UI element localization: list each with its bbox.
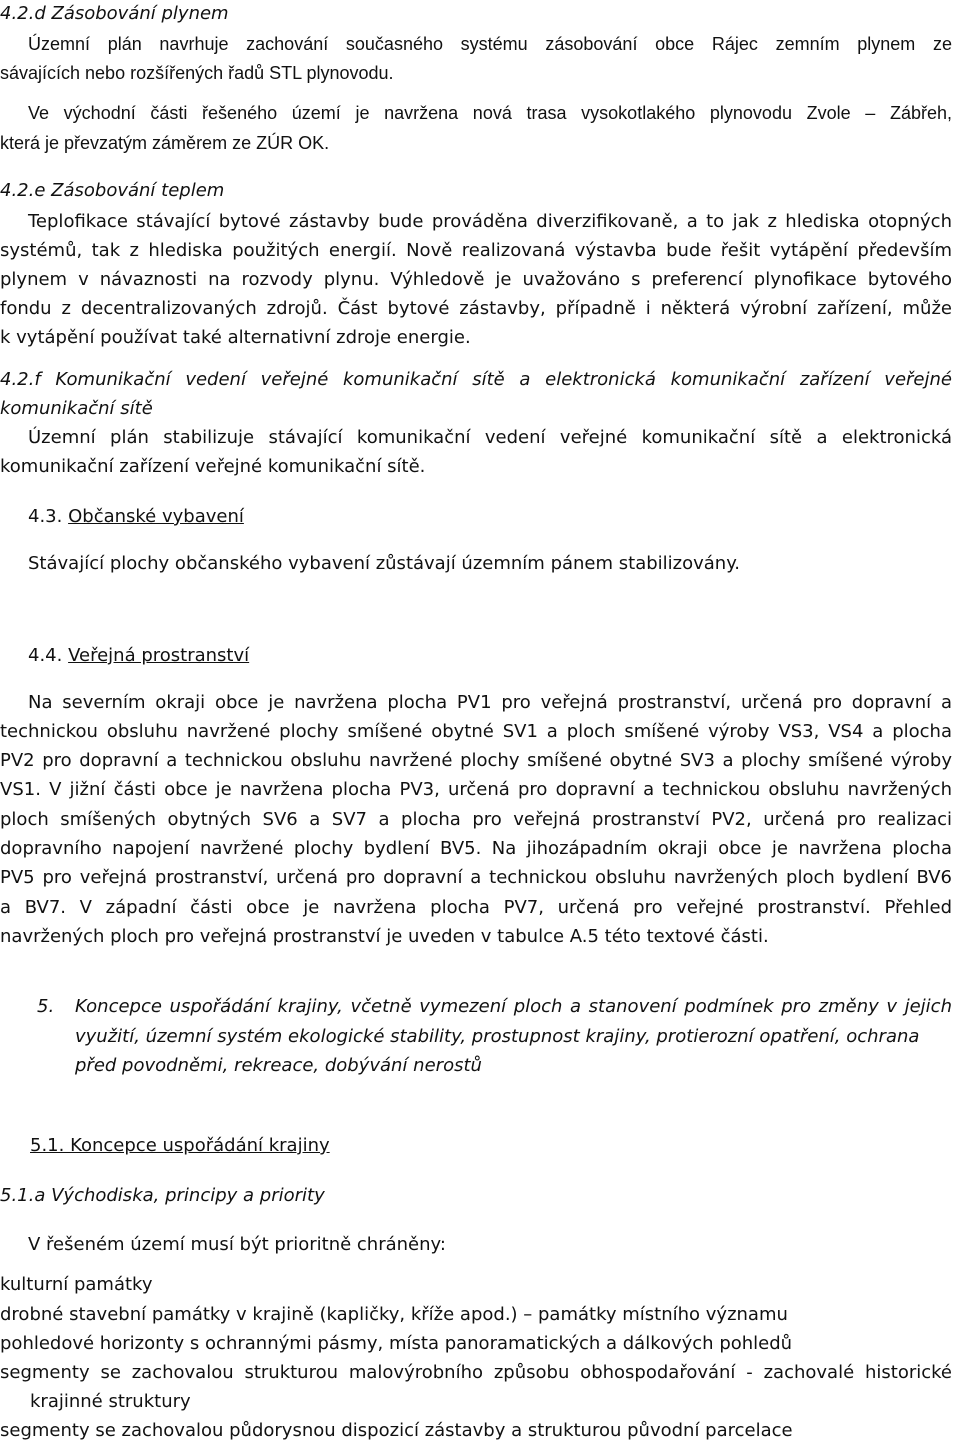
paragraph-line: Teplofikace stávající bytové zástavby bude prováděna diverzifikovaně, a to jak z hlediska otopných <box>28 211 952 232</box>
chapter-number: 5. <box>37 996 55 1017</box>
paragraph-line: PV2 pro dopravní a technickou obsluhu navržené plochy smíšené obytné SV3 a plochy smíšené výroby <box>0 750 952 771</box>
paragraph-line: Územní plán navrhuje zachování současného systému zásobování obce Rájec zemním plynem ze <box>28 34 952 54</box>
section-number: 4.3. <box>28 506 63 527</box>
paragraph-line: systémů, tak z hlediska použitých energií. Nově realizovaná výstavba bude řešit vytápění především <box>0 240 952 261</box>
paragraph-line: která je převzatým záměrem ze ZÚR OK. <box>0 133 330 153</box>
section-title: Veřejná prostranství <box>68 645 250 666</box>
list-item: segmenty se zachovalou půdorysnou dispozicí zástavby a strukturou původní parcelace <box>0 1420 793 1441</box>
section-heading-4-4 <box>28 644 249 668</box>
section-heading-4-2-e: 4.2.e Zásobování teplem <box>0 180 225 201</box>
paragraph-line: Územní plán stabilizuje stávající komunikační vedení veřejné komunikační sítě a elektronická <box>28 427 952 448</box>
section-heading-5-1: 5.1. Koncepce uspořádání krajiny <box>30 1135 330 1156</box>
chapter-title-cont: před povodněmi, rekreace, dobývání nerostů <box>75 1055 482 1076</box>
section-heading-4-2-d: 4.2.d Zásobování plynem <box>0 3 229 24</box>
paragraph-line: k vytápění používat také alternativní zdroje energie. <box>0 327 471 348</box>
paragraph-line: plynem v návaznosti na rozvody plynu. Výhledově je uvažováno s preferencí plynofikace bytového <box>0 269 952 290</box>
paragraph-line: komunikační zařízení veřejné komunikační sítě. <box>0 456 426 477</box>
paragraph-line: Na severním okraji obce je navržena plocha PV1 pro veřejná prostranství, určená pro dopravní a <box>28 692 952 713</box>
paragraph-line: navržených ploch pro veřejná prostranství je uveden v tabulce A.5 této textové části. <box>0 926 769 947</box>
paragraph-line: a BV7. V západní části obce je navržena plocha PV7, určená pro veřejné prostranství. Přehled <box>0 897 952 918</box>
paragraph-line: ploch smíšených obytných SV6 a SV7 a plocha pro veřejná prostranství PV2, určená pro realizaci <box>0 809 952 830</box>
paragraph-line: VS1. V jižní části obce je navržena plocha PV3, určená pro dopravní a technickou obsluhu navržených <box>0 779 952 800</box>
paragraph-line: dopravního napojení navržené plochy bydlení BV5. Na jihozápadním okraji obce je navržena plocha <box>0 838 952 859</box>
list-item-cont: krajinné struktury <box>30 1391 191 1412</box>
section-heading-4-2-f-cont: komunikační sítě <box>0 398 153 419</box>
section-number: 4.4. <box>28 645 63 666</box>
paragraph-line: V řešeném území musí být prioritně chráněny: <box>28 1234 446 1255</box>
paragraph-line: Stávající plochy občanského vybavení zůstávají územním pánem stabilizovány. <box>28 553 741 574</box>
subsection-heading-5-1-a: 5.1.a Východiska, principy a priority <box>0 1185 325 1206</box>
paragraph-line: PV5 pro veřejná prostranství, určená pro dopravní a technickou obsluhu navržených ploch bydlení BV6 <box>0 867 952 888</box>
chapter-title-cont: využití, územní systém ekologické stability, prostupnost krajiny, protierozní opatření, ochrana <box>75 1026 920 1047</box>
list-item: kulturní památky <box>0 1274 153 1295</box>
paragraph-line: Ve východní části řešeného území je navržena nová trasa vysokotlakého plynovodu Zvole – Zábřeh, <box>28 103 952 123</box>
paragraph-line: sávajících nebo rozšířených řadů STL plynovodu. <box>0 63 394 83</box>
section-title: Občanské vybavení <box>68 506 244 527</box>
section-heading-4-3 <box>28 505 244 529</box>
section-heading-4-2-f: 4.2.f Komunikační vedení veřejné komunikační sítě a elektronická komunikační zařízení veřejné <box>0 369 952 390</box>
list-item: drobné stavební památky v krajině (kapličky, kříže apod.) – památky místního významu <box>0 1304 788 1325</box>
list-item: pohledové horizonty s ochrannými pásmy, místa panoramatických a dálkových pohledů <box>0 1333 793 1354</box>
chapter-title: Koncepce uspořádání krajiny, včetně vymezení ploch a stanovení podmínek pro změny v jejich <box>75 996 952 1017</box>
paragraph-line: technickou obsluhu navržené plochy smíšené obytné SV1 a ploch smíšené výroby VS3, VS4 a plocha <box>0 721 952 742</box>
paragraph-line: fondu z decentralizovaných zdrojů. Část bytové zástavby, případně i některá výrobní zařízení, může <box>0 298 952 319</box>
list-item: segmenty se zachovalou strukturou malovýrobního způsobu obhospodařování - zachovalé historické <box>0 1362 952 1383</box>
